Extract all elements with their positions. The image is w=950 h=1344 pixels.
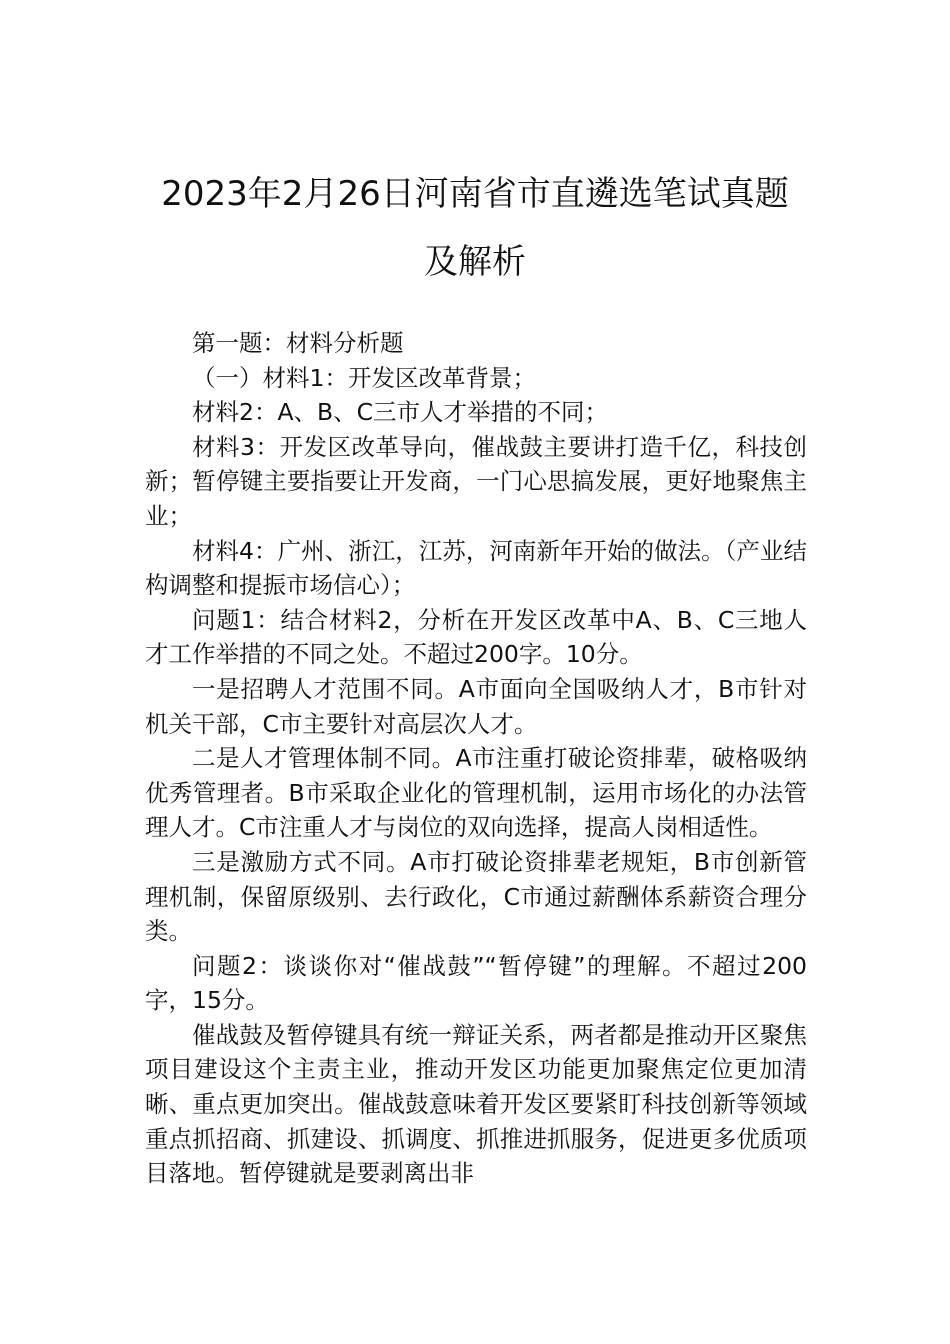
document-body xyxy=(145,326,807,1191)
material-2: 材料2：A、B、C三市人才举措的不同； xyxy=(192,398,609,427)
answer-1-point-2: 二是人才管理体制不同。A市注重打破论资排辈，破格吸纳优秀管理者。B市采取企业化的管理机制，运用市场化的办法管理人才。C市注重人才与岗位的双向选择，提高人岗相适性。 xyxy=(145,744,807,842)
material-1: （一）材料1：开发区改革背景； xyxy=(192,363,536,392)
material-4: 材料4：广州、浙江，江苏，河南新年开始的做法。（产业结构调整和提振市场信心）； xyxy=(145,536,807,600)
question-2: 问题2：谈谈你对“催战鼓”“暂停键”的理解。不超过200字，15分。 xyxy=(145,951,807,1015)
material-3: 材料3：开发区改革导向，催战鼓主要讲打造千亿，科技创新；暂停键主要指要让开发商，一门心思搞发展，更好地聚焦主业； xyxy=(145,432,807,530)
answer-1-point-1: 一是招聘人才范围不同。A市面向全国吸纳人才，B市针对机关干部，C市主要针对高层次人才。 xyxy=(145,674,807,738)
title-line-1: 2023年2月26日河南省市直遴选笔试真题 xyxy=(161,174,789,214)
title-line-2: 及解析 xyxy=(424,242,526,282)
section-heading: 第一题：材料分析题 xyxy=(192,329,404,357)
document-title xyxy=(120,160,830,296)
question-1: 问题1：结合材料2，分析在开发区改革中A、B、C三地人才工作举措的不同之处。不超过200字。10分。 xyxy=(145,605,807,669)
answer-1-point-3: 三是激励方式不同。A市打破论资排辈老规矩，B市创新管理机制，保留原级别、去行政化，C市通过薪酬体系薪资合理分类。 xyxy=(145,847,807,946)
answer-2: 催战鼓及暂停键具有统一辩证关系，两者都是推动开区聚焦项目建设这个主责主业，推动开发区功能更加聚焦定位更加清晰、重点更加突出。催战鼓意味着开发区要紧盯科技创新等领域重点抓招商、抓建设、抓调度、抓推进抓服务，促进更多优质项目落地。暂停键就是要剥离出非 xyxy=(145,1020,807,1188)
